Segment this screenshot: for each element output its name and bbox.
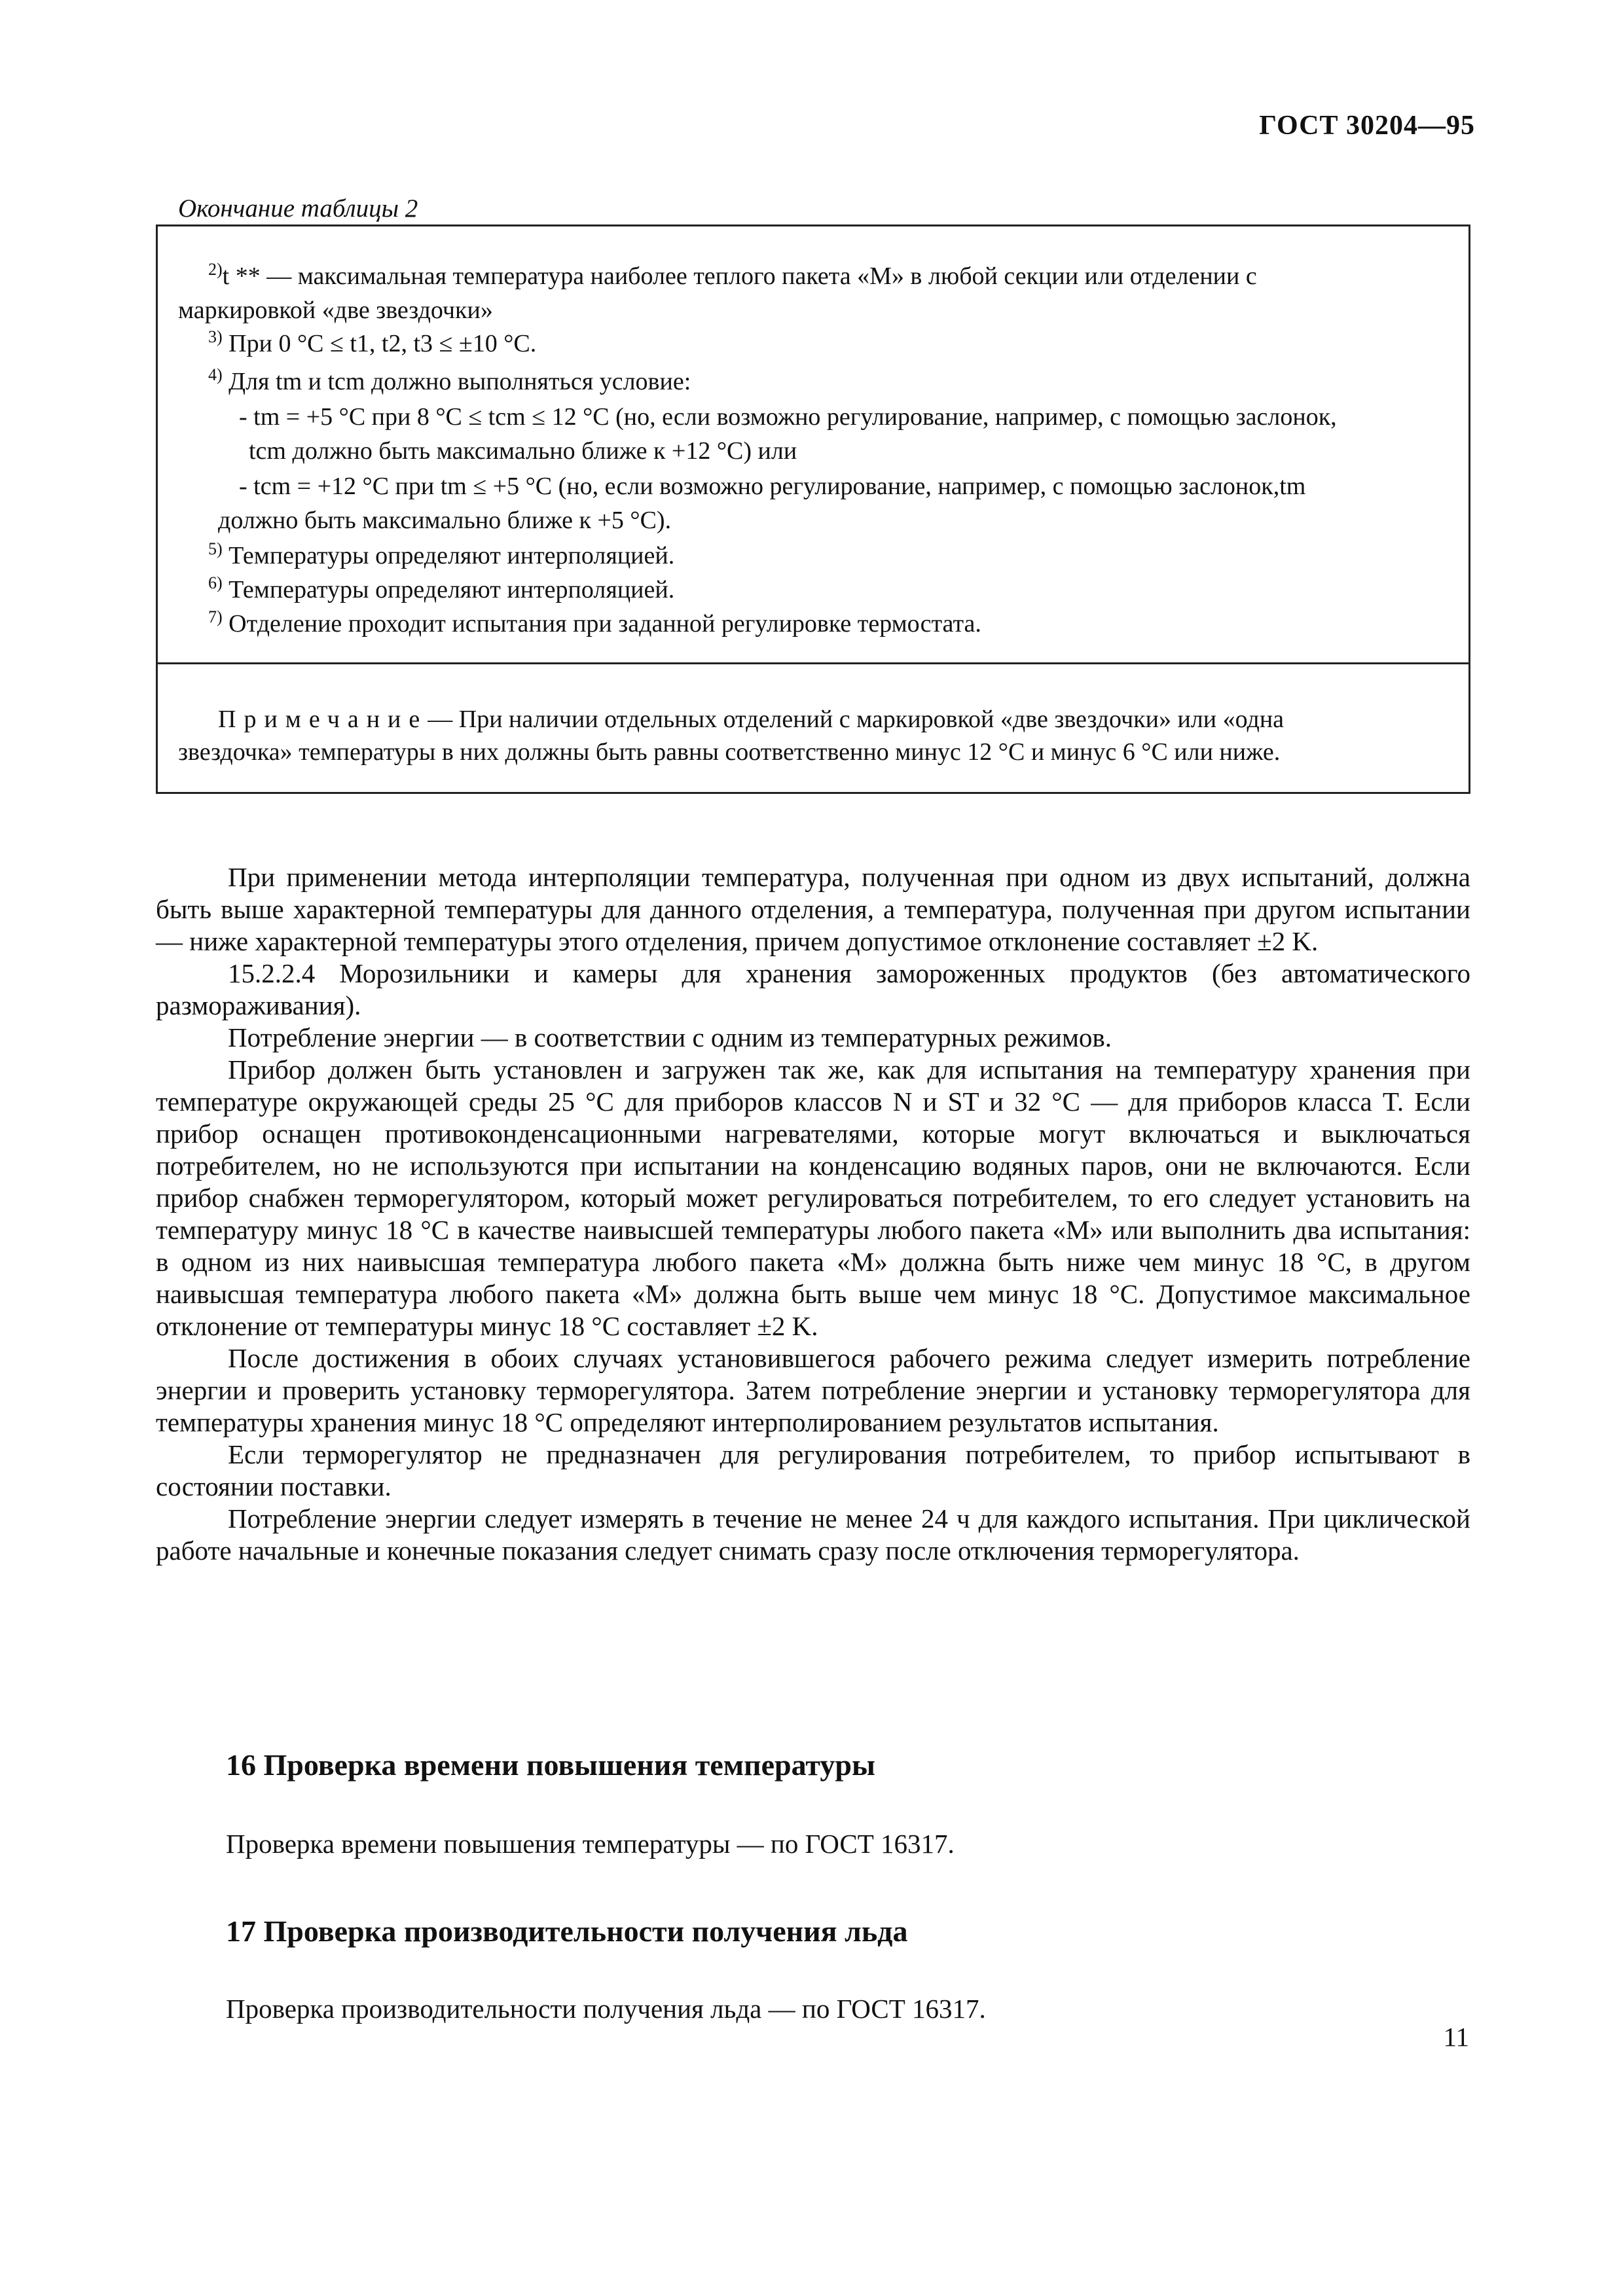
footnote-7-mark: 7): [208, 607, 223, 626]
footnote-7-text: Отделение проходит испытания при заданной регулировке термостата.: [228, 610, 981, 637]
document-code: ГОСТ 30204—95: [1259, 111, 1475, 141]
paragraph: После достижения в обоих случаях установившегося рабочего режима следует измерить потребление энергии и проверить установку терморегулятора. Затем потребление энергии и установку терморегулятора для температуры хранения минус 18 °C определяют интерполированием результатов испытания.: [156, 1343, 1470, 1437]
page-number: 11: [1443, 2022, 1469, 2052]
footnote-4-line-5: должно быть максимально ближе к +5 °C).: [218, 507, 672, 534]
footnote-4-line-2: - tm = +5 °C при 8 °C ≤ tcm ≤ 12 °C (но, если возможно регулирование, например, с помощью заслонок,: [239, 403, 1337, 431]
footnote-4-mark: 4): [208, 365, 223, 384]
paragraph: Если терморегулятор не предназначен для регулирования потребителем, то прибор испытывают в состоянии поставки.: [156, 1439, 1470, 1501]
note-label: Примечание: [218, 706, 428, 733]
paragraph: Потребление энергии следует измерять в течение не менее 24 ч для каждого испытания. При циклической работе начальные и конечные показания следует снимать сразу после отключения терморегулятора.: [156, 1503, 1470, 1566]
section-17-heading: 17 Проверка производительности получения льда: [226, 1914, 908, 1948]
table-note-line-1: [218, 702, 1284, 737]
footnote-3-text: При 0 °C ≤ t1, t2, t3 ≤ ±10 °C.: [228, 330, 537, 357]
footnote-4-line-4: - tcm = +12 °C при tm ≤ +5 °C (но, если возможно регулирование, например, с помощью заслонок,tm: [239, 473, 1306, 500]
paragraph: При применении метода интерполяции температура, полученная при одном из двух испытаний, должна быть выше характерной температуры для данного отделения, а температура, полученная при другом испытании — ниже характерной температуры этого отделения, причем допустимое отклонение составляет ±2 K.: [156, 862, 1470, 956]
footnote-3: [208, 326, 536, 361]
section-16-text: Проверка времени повышения температуры — по ГОСТ 16317.: [226, 1829, 955, 1859]
footnote-6-text: Температуры определяют интерполяцией.: [228, 576, 675, 603]
footnote-5-text: Температуры определяют интерполяцией.: [228, 542, 675, 569]
paragraph: 15.2.2.4 Морозильники и камеры для хранения замороженных продуктов (без автоматического размораживания).: [156, 958, 1470, 1020]
footnote-4-line-3: tcm должно быть максимально ближе к +12 °C) или: [249, 437, 797, 465]
footnote-4-line-1: [208, 364, 691, 399]
footnote-2-line-2: маркировкой «две звездочки»: [178, 296, 493, 324]
footnote-2-text: t ** — максимальная температура наиболее теплого пакета «М» в любой секции или отделении с: [222, 262, 1257, 290]
table-note-line-2: звездочка» температуры в них должны быть равны соответственно минус 12 °C и минус 6 °C или ниже.: [178, 738, 1281, 766]
footnote-2-mark: 2): [208, 260, 223, 279]
footnote-7: [208, 606, 981, 641]
footnote-6-mark: 6): [208, 573, 223, 592]
table-caption: Окончание таблицы 2: [178, 194, 418, 223]
paragraph: Прибор должен быть установлен и загружен так же, как для испытания на температуру хранения при температуре окружающей среды 25 °C для приборов классов N и ST и 32 °C — для приборов класса T. Если прибор оснащен противоконденсационными нагревателями, которые могут включаться и выключаться потребителем, но не используются при испытании на конденсацию водяных паров, они не включаются. Если прибор снабжен терморегулятором, который может регулироваться потребителем, то его следует установить на температуру минус 18 °C в качестве наивысшей температуры любого пакета «М» или выполнить два испытания: в одном из них наивысшая температура любого пакета «М» должна быть ниже чем минус 18 °C, в другом наивысшая температура любого пакета «М» должна быть выше чем минус 18 °C. Допустимое максимальное отклонение от температуры минус 18 °C составляет ±2 K.: [156, 1054, 1470, 1341]
footnote-2-line-1: [208, 259, 1257, 294]
footnote-5-mark: 5): [208, 539, 223, 558]
body-text: [156, 861, 1470, 1567]
footnote-5: [208, 538, 674, 573]
paragraph: Потребление энергии — в соответствии с одним из температурных режимов.: [228, 1022, 1112, 1052]
table-divider: [156, 662, 1470, 664]
section-16-heading: 16 Проверка времени повышения температуры: [226, 1748, 875, 1782]
section-17-text: Проверка производительности получения льда — по ГОСТ 16317.: [226, 1994, 986, 2024]
footnote-6: [208, 572, 674, 607]
note-text-1: — При наличии отдельных отделений с маркировкой «две звездочки» или «одна: [428, 706, 1285, 733]
footnote-3-mark: 3): [208, 327, 223, 346]
footnote-4-text: Для tm и tcm должно выполняться условие:: [228, 368, 691, 395]
